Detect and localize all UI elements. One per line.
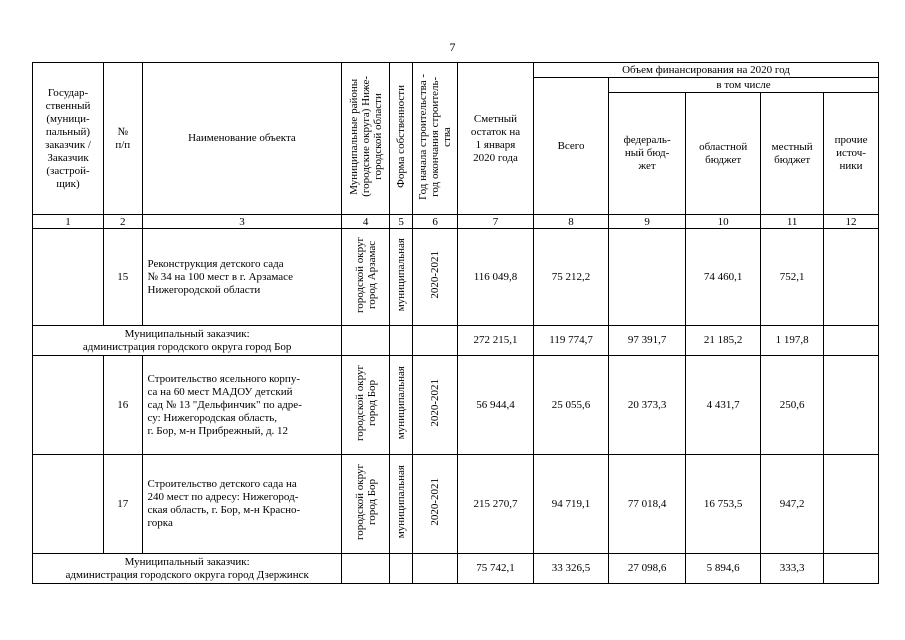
years: 2020-2021 <box>429 251 442 299</box>
col-num: 11 <box>761 215 824 229</box>
header-local: местный бюджет <box>761 93 824 215</box>
header-balance: Сметный остаток на 1 января 2020 года <box>457 63 533 215</box>
page-number: 7 <box>449 40 456 54</box>
col-num: 7 <box>457 215 533 229</box>
row-number: 15 <box>104 229 143 326</box>
total-value: 75 212,2 <box>534 229 609 326</box>
col-num: 2 <box>104 215 143 229</box>
customer-row <box>33 554 879 584</box>
customer-label: Муниципальный заказчик: администрация городского округа город Бор <box>33 326 342 356</box>
col-num: 8 <box>534 215 609 229</box>
regional-value: 74 460,1 <box>686 229 761 326</box>
total-value: 25 055,6 <box>534 356 609 455</box>
header-financing: Объем финансирования на 2020 год <box>534 63 879 78</box>
years: 2020-2021 <box>429 478 442 526</box>
col-num: 1 <box>33 215 104 229</box>
balance-value: 272 215,1 <box>457 326 533 356</box>
years: 2020-2021 <box>429 379 442 427</box>
header-federal: федераль- ный бюд- жет <box>609 93 686 215</box>
total-value: 94 719,1 <box>534 455 609 554</box>
total-value: 33 326,5 <box>534 554 609 584</box>
regional-value: 4 431,7 <box>686 356 761 455</box>
balance-value: 56 944,4 <box>457 356 533 455</box>
other-value <box>824 356 879 455</box>
federal-value: 20 373,3 <box>609 356 686 455</box>
regional-value: 5 894,6 <box>686 554 761 584</box>
col-num: 6 <box>413 215 458 229</box>
header-district: Муниципальные районы (городские округа) Ниже- городской области <box>347 76 384 197</box>
balance-value: 215 270,7 <box>457 455 533 554</box>
district: городской округ город Арзамас <box>353 236 378 314</box>
customer-label: Муниципальный заказчик: администрация городского округа город Дзержинск <box>33 554 342 584</box>
district: городской округ город Бор <box>353 463 378 541</box>
table-row <box>33 455 879 554</box>
local-value: 250,6 <box>761 356 824 455</box>
object-name: Строительство детского сада на 240 мест по адресу: Нижегород- ская область, г. Бор, м-н Красно- горка <box>142 455 342 554</box>
row-number: 16 <box>104 356 143 455</box>
other-value <box>824 326 879 356</box>
federal-value: 77 018,4 <box>609 455 686 554</box>
other-value <box>824 554 879 584</box>
local-value: 1 197,8 <box>761 326 824 356</box>
customer-row <box>33 326 879 356</box>
federal-value: 27 098,6 <box>609 554 686 584</box>
col-num: 9 <box>609 215 686 229</box>
object-name: Реконструкция детского сада № 34 на 100 мест в г. Арзамасе Нижегородской области <box>142 229 342 326</box>
col-num: 5 <box>390 215 413 229</box>
district: городской округ город Бор <box>353 364 378 442</box>
col-num: 12 <box>824 215 879 229</box>
financing-table <box>32 62 879 584</box>
other-value <box>824 229 879 326</box>
balance-value: 75 742,1 <box>457 554 533 584</box>
header-including: в том числе <box>609 78 879 93</box>
header-total: Всего <box>534 78 609 215</box>
balance-value: 116 049,8 <box>457 229 533 326</box>
object-name: Строительство ясельного корпу- са на 60 мест МАДОУ детский сад № 13 "Дельфинчик" по адре- су: Нижегородская область, г. Бор, м-н Прибрежный, д. 12 <box>142 356 342 455</box>
col-num: 3 <box>142 215 342 229</box>
federal-value <box>609 229 686 326</box>
col-num: 4 <box>342 215 390 229</box>
ownership-form: муниципальная <box>395 238 408 312</box>
header-years: Год начала строительства - год окончания строитель- ства <box>417 73 454 200</box>
regional-value: 21 185,2 <box>686 326 761 356</box>
table-row <box>33 229 879 326</box>
header-object-name: Наименование объекта <box>142 63 342 215</box>
table-row <box>33 356 879 455</box>
regional-value: 16 753,5 <box>686 455 761 554</box>
header-other: прочие источ- ники <box>824 93 879 215</box>
local-value: 333,3 <box>761 554 824 584</box>
row-number: 17 <box>104 455 143 554</box>
header-num: № п/п <box>104 63 143 215</box>
other-value <box>824 455 879 554</box>
ownership-form: муниципальная <box>395 465 408 539</box>
local-value: 947,2 <box>761 455 824 554</box>
total-value: 119 774,7 <box>534 326 609 356</box>
header-regional: областной бюджет <box>686 93 761 215</box>
col-num: 10 <box>686 215 761 229</box>
federal-value: 97 391,7 <box>609 326 686 356</box>
header-ownership: Форма собственности <box>395 85 408 188</box>
header-customer: Государ- ственный (муници- пальный) заказчик / Заказчик (застрой- щик) <box>33 63 104 215</box>
local-value: 752,1 <box>761 229 824 326</box>
ownership-form: муниципальная <box>395 366 408 440</box>
